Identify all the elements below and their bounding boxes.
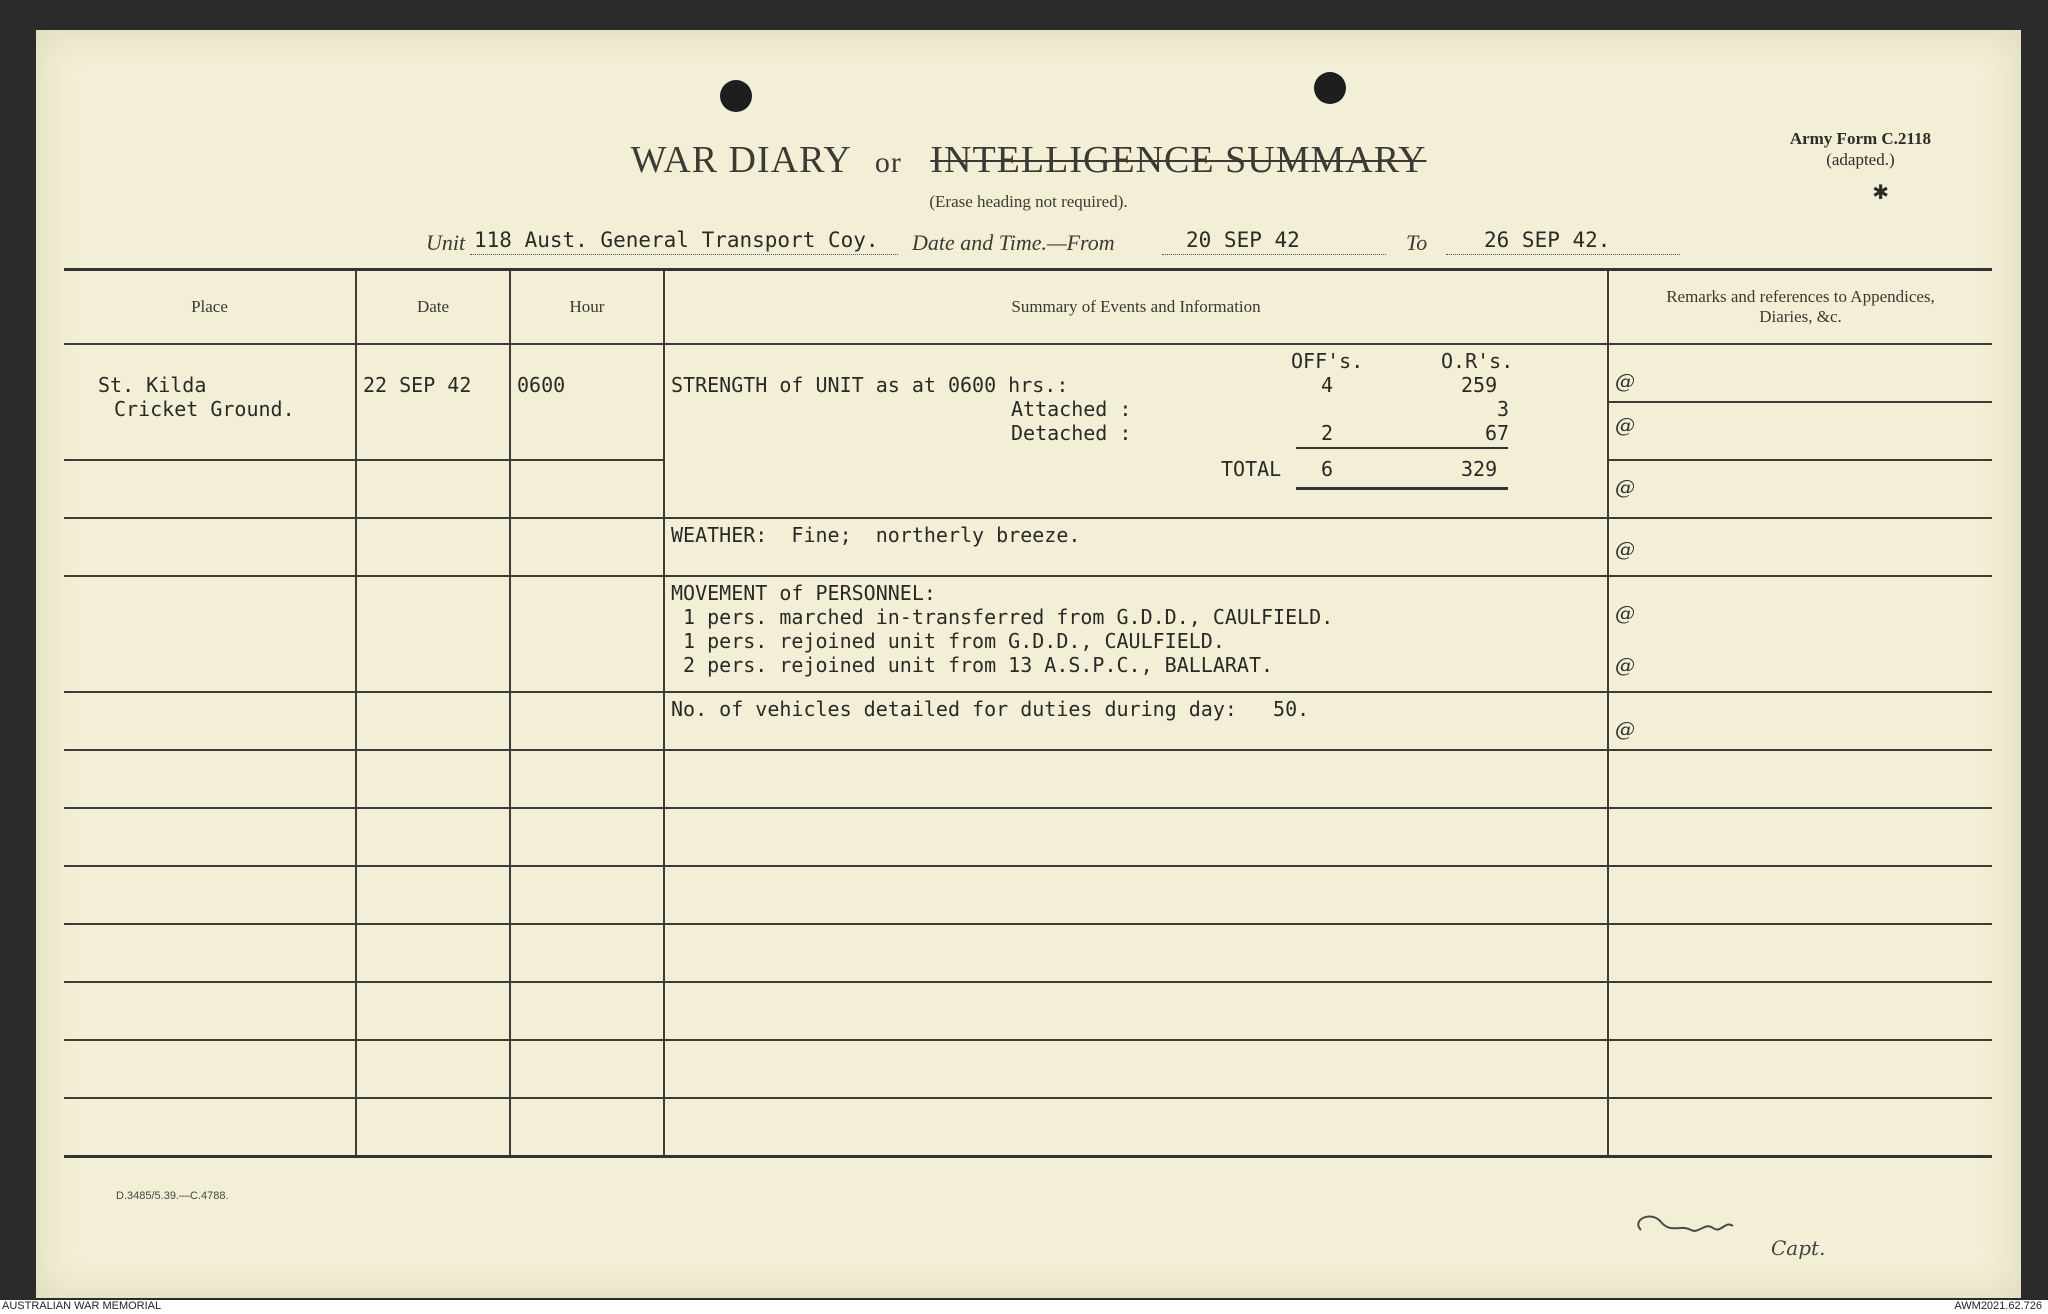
remarks-cell <box>1608 576 1992 692</box>
attached-ors-value: 3 <box>1497 397 1510 421</box>
hour-cell <box>510 692 664 750</box>
from-dotted-line <box>1162 254 1386 255</box>
col-remarks-header: Remarks and references to Appendices, Diaries, &c. <box>1608 270 1992 345</box>
remark-mark: @ <box>1615 475 1635 499</box>
remark-mark: @ <box>1615 717 1635 741</box>
remarks-cell <box>1608 692 1992 750</box>
table-row <box>64 344 1992 402</box>
remarks-cell <box>1608 518 1992 576</box>
strength-block <box>671 345 1541 495</box>
place-cell <box>64 692 356 750</box>
table-row <box>64 576 1992 692</box>
vehicles-text: No. of vehicles detailed for duties during day: 50. <box>671 697 1310 721</box>
diary-table <box>64 268 1992 1158</box>
entry-hour: 0600 <box>517 373 566 397</box>
total-rule <box>1296 487 1508 493</box>
date-cell <box>356 692 510 750</box>
remark-mark: @ <box>1615 601 1635 625</box>
strength-label: STRENGTH of UNIT as at 0600 hrs.: <box>671 373 1069 397</box>
to-dotted-line <box>1446 254 1680 255</box>
total-ors-value: 329 <box>1461 457 1498 481</box>
detached-ors-value: 67 <box>1485 421 1510 445</box>
place-line-2: Cricket Ground. <box>114 397 295 421</box>
place-cell <box>64 344 356 460</box>
unit-line <box>426 226 1686 260</box>
remark-mark: @ <box>1615 369 1635 393</box>
table-row <box>64 750 1992 808</box>
archive-footer <box>0 1300 2048 1314</box>
strength-cell <box>664 344 1608 518</box>
movement-line-2: 1 pers. rejoined unit from G.D.D., CAULFIELD. <box>671 629 1225 653</box>
punch-hole-left <box>720 80 752 112</box>
ors-column-label: O.R's. <box>1441 349 1514 373</box>
date-cell <box>356 460 510 518</box>
archive-name: AUSTRALIAN WAR MEMORIAL <box>2 1300 162 1312</box>
entry-date: 22 SEP 42 <box>363 373 472 397</box>
place-cell <box>64 576 356 692</box>
punch-hole-right <box>1314 72 1346 104</box>
remarks-cell <box>1608 344 1992 402</box>
detached-label: Detached : <box>1011 421 1132 445</box>
weather-cell <box>664 518 1608 576</box>
detached-offs-value: 2 <box>1321 421 1334 445</box>
table-row <box>64 518 1992 576</box>
to-date-value: 26 SEP 42. <box>1484 228 1611 252</box>
diary-page <box>36 30 2021 1298</box>
total-offs-value: 6 <box>1321 457 1334 481</box>
unit-label: Unit <box>426 230 466 255</box>
remark-mark: @ <box>1615 413 1635 437</box>
erase-note: (Erase heading not required). <box>929 192 1128 211</box>
place-cell <box>64 460 356 518</box>
date-time-label: Date and Time.—From <box>912 230 1115 255</box>
title-war-diary: WAR DIARY <box>630 139 851 181</box>
place-cell <box>64 518 356 576</box>
army-form-adapted: (adapted.) <box>1826 150 1895 170</box>
total-label: TOTAL <box>1221 457 1282 481</box>
strength-ors-value: 259 <box>1461 373 1498 397</box>
army-form-label <box>1790 128 1931 171</box>
place-line-1: St. Kilda <box>98 373 207 397</box>
table-row <box>64 924 1992 982</box>
remark-mark: @ <box>1615 537 1635 561</box>
signature-rank: Capt. <box>1771 1236 1826 1260</box>
attached-label: Attached : <box>1011 397 1132 421</box>
movement-line-3: 2 pers. rejoined unit from 13 A.S.P.C., BALLARAT. <box>671 653 1274 677</box>
to-label: To <box>1406 230 1428 255</box>
table-row <box>64 982 1992 1040</box>
table-row <box>64 866 1992 924</box>
strength-offs-value: 4 <box>1321 373 1334 397</box>
asterisk-mark: ✱ <box>1872 180 1889 204</box>
col-place-header: Place <box>64 270 356 345</box>
table-row <box>64 1040 1992 1098</box>
hour-cell <box>510 576 664 692</box>
vehicles-cell <box>664 692 1608 750</box>
remarks-cell <box>1608 402 1992 460</box>
movement-cell <box>664 576 1608 692</box>
date-cell <box>356 344 510 460</box>
table-row <box>64 692 1992 750</box>
from-date-value: 20 SEP 42 <box>1186 228 1300 252</box>
form-print-code: D.3485/5.39.—C.4788. <box>116 1190 229 1202</box>
unit-value: 118 Aust. General Transport Coy. <box>474 228 879 252</box>
title-intelligence-summary-struck: INTELLIGENCE SUMMARY <box>930 139 1427 181</box>
movement-heading: MOVEMENT of PERSONNEL: <box>671 581 936 605</box>
offs-column-label: OFF's. <box>1291 349 1364 373</box>
hour-cell <box>510 460 664 518</box>
title-or: or <box>874 146 902 179</box>
table-row <box>64 808 1992 866</box>
unit-dotted-line <box>470 254 898 255</box>
subtotal-rule <box>1296 447 1508 449</box>
table-row <box>64 1098 1992 1157</box>
army-form-number: Army Form C.2118 <box>1789 129 1931 148</box>
form-title <box>36 138 2021 182</box>
archive-reference: AWM2021.62.726 <box>1954 1300 2042 1312</box>
weather-text: WEATHER: Fine; northerly breeze. <box>671 523 1081 547</box>
movement-line-1: 1 pers. marched in-transferred from G.D.D., CAULFIELD. <box>671 605 1334 629</box>
hour-cell <box>510 344 664 460</box>
date-cell <box>356 576 510 692</box>
col-date-header: Date <box>356 270 510 345</box>
remark-mark: @ <box>1615 653 1635 677</box>
remarks-cell <box>1608 460 1992 518</box>
signature <box>1621 1200 1851 1274</box>
col-hour-header: Hour <box>510 270 664 345</box>
col-summary-header: Summary of Events and Information <box>664 270 1608 345</box>
hour-cell <box>510 518 664 576</box>
date-cell <box>356 518 510 576</box>
